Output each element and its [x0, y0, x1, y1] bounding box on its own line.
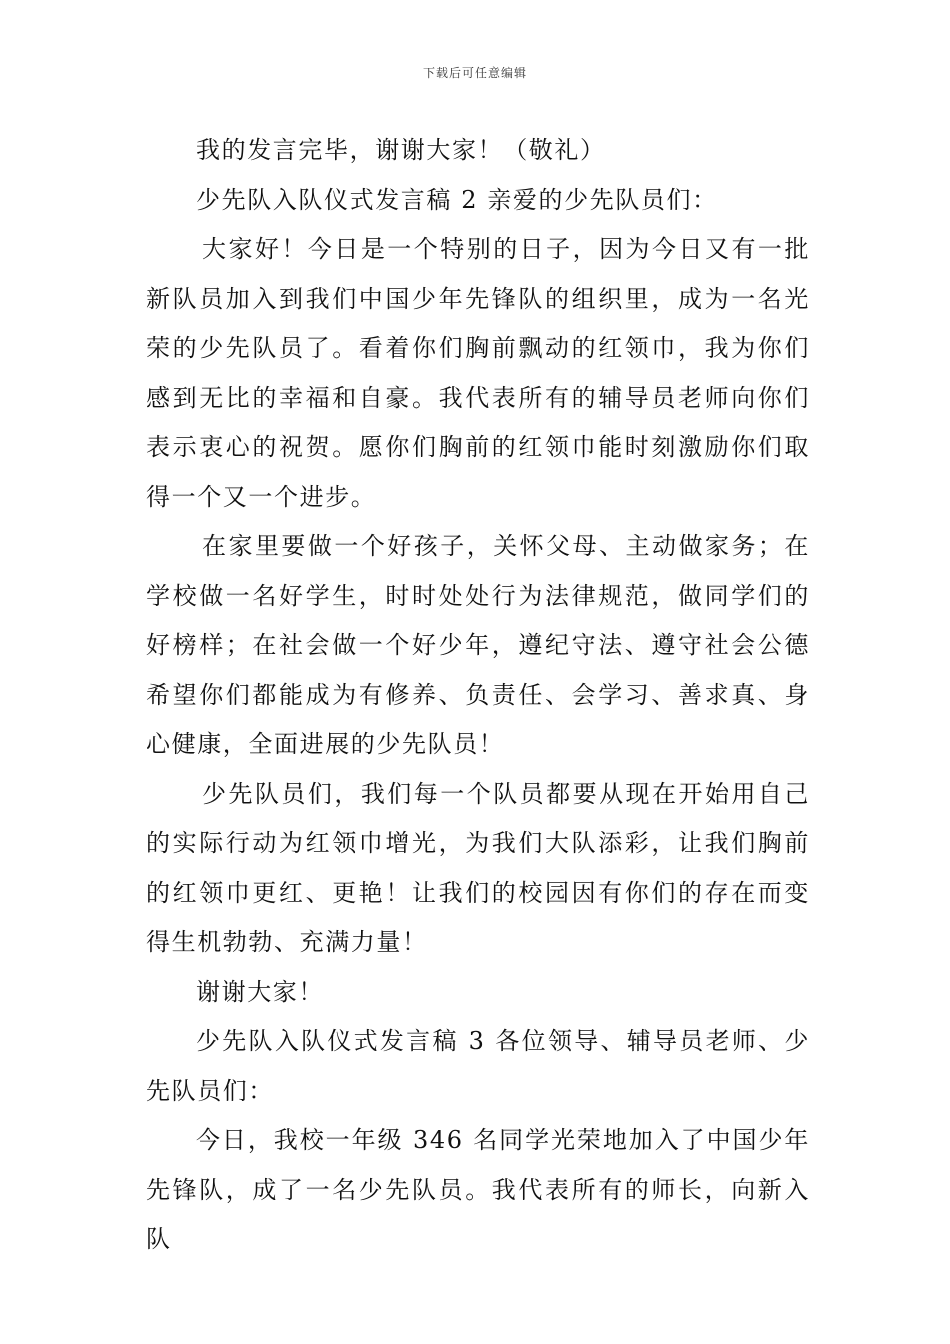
- paragraph-thanks: 谢谢大家！: [196, 977, 324, 1006]
- paragraph-greeting: 大家好！今日是一个特别的日子，因为今日又有一批新队员加入到我们中国少年先锋队的组织里，成为一名光荣的少先队员了。看着你们胸前飘动的红领巾，我为你们感到无比的幸福和自豪。我代表所有的辅导员老师向你们表示衷心的祝贺。愿你们胸前的红领巾能时刻激励你们取得一个又一个进步。: [146, 235, 810, 511]
- paragraph-speech-3-title: 少先队入队仪式发言稿 3 各位领导、辅导员老师、少先队员们：: [146, 1027, 810, 1105]
- paragraph-speech-3-body: 今日，我校一年级 346 名同学光荣地加入了中国少年先锋队，成了一名少先队员。我代表所有的师长，向新入队: [146, 1126, 810, 1253]
- document-body: [146, 126, 810, 1265]
- paragraph-encouragement: 少先队员们，我们每一个队员都要从现在开始用自己的实际行动为红领巾增光，为我们大队添彩，让我们胸前的红领巾更红、更艳！让我们的校园因有你们的存在而变得生机勃勃、充满力量！: [146, 779, 810, 956]
- paragraph-closing-remark: 我的发言完毕，谢谢大家！（敬礼）: [196, 136, 606, 164]
- paragraph-expectations: 在家里要做一个好孩子，关怀父母、主动做家务；在学校做一名好学生，时时处处行为法律规范，做同学们的好榜样；在社会做一个好少年，遵纪守法、遵守社会公德希望你们都能成为有修养、负责任、会学习、善求真、身心健康，全面进展的少先队员！: [146, 532, 810, 758]
- paragraph-speech-2-title: 少先队入队仪式发言稿 2 亲爱的少先队员们：: [196, 185, 718, 214]
- page-header-note: 下载后可任意编辑: [422, 66, 527, 80]
